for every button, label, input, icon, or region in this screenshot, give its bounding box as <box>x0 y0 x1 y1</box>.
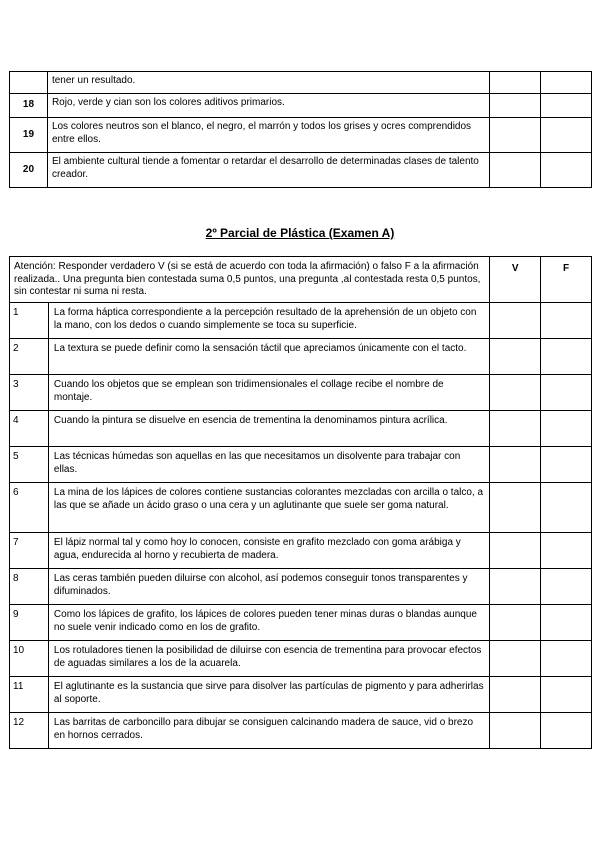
question-number: 10 <box>10 641 49 677</box>
question-text: Cuando la pintura se disuelve en esencia de trementina la denominamos pintura acrílica. <box>48 411 489 447</box>
exam-questions-table <box>9 256 592 749</box>
question-number: 3 <box>10 375 49 411</box>
answer-cell-f[interactable] <box>541 153 592 188</box>
answer-cell-f[interactable] <box>541 339 592 375</box>
answer-cell-v[interactable] <box>490 447 541 483</box>
answer-cell-v[interactable] <box>490 375 541 411</box>
table-row <box>10 94 592 118</box>
answer-cell-v[interactable] <box>490 569 541 605</box>
question-number: 19 <box>10 118 48 153</box>
question-number: 11 <box>10 677 49 713</box>
answer-cell-v[interactable] <box>490 303 541 339</box>
answer-cell-f[interactable] <box>541 483 592 533</box>
answer-cell-f[interactable] <box>541 118 592 153</box>
instructions-row <box>10 257 592 303</box>
question-text: El lápiz normal tal y como hoy lo conocen, consiste en grafito mezclado con goma arábiga y agua, endurecida al horno y recubierta de madera. <box>48 533 489 569</box>
table-row <box>10 375 592 411</box>
question-number: 18 <box>10 94 48 118</box>
answer-cell-f[interactable] <box>541 94 592 118</box>
answer-cell-f[interactable] <box>541 411 592 447</box>
instructions-text: Atención: Responder verdadero V (si se está de acuerdo con toda la afirmación) o falso F a la afirmación realizada.. Una pregunta bien contestada suma 0,5 puntos, una pregunta ,al contestada resta 0,5 puntos, sin contestar ni suma ni resta. <box>10 257 490 303</box>
table-row <box>10 153 592 188</box>
question-number: 4 <box>10 411 49 447</box>
answer-cell-f[interactable] <box>541 303 592 339</box>
answer-cell-v[interactable] <box>490 118 541 153</box>
answer-cell-v[interactable] <box>490 339 541 375</box>
answer-cell-f[interactable] <box>541 72 592 94</box>
question-text: La textura se puede definir como la sensación táctil que apreciamos únicamente con el tacto. <box>48 339 489 375</box>
answer-cell-v[interactable] <box>490 72 541 94</box>
question-text: Rojo, verde y cian son los colores aditivos primarios. <box>47 94 489 118</box>
exam-title: 2º Parcial de Plástica (Examen A) <box>205 226 395 240</box>
question-number: 1 <box>10 303 49 339</box>
answer-cell-f[interactable] <box>541 677 592 713</box>
answer-cell-v[interactable] <box>490 641 541 677</box>
table-row <box>10 641 592 677</box>
table-row <box>10 72 592 94</box>
question-number: 2 <box>10 339 49 375</box>
column-header-f: F <box>541 257 592 303</box>
answer-cell-v[interactable] <box>490 153 541 188</box>
table-row <box>10 118 592 153</box>
question-text: Los colores neutros son el blanco, el negro, el marrón y todos los grises y ocres comprendidos entre ellos. <box>47 118 489 153</box>
table-row <box>10 533 592 569</box>
answer-cell-f[interactable] <box>541 569 592 605</box>
table-row <box>10 339 592 375</box>
answer-cell-v[interactable] <box>490 677 541 713</box>
question-text: El aglutinante es la sustancia que sirve para disolver las partículas de pigmento y para adherirlas al soporte. <box>48 677 489 713</box>
table-row <box>10 447 592 483</box>
question-text: El ambiente cultural tiende a fomentar o retardar el desarrollo de determinadas clases de talento creador. <box>47 153 489 188</box>
answer-cell-v[interactable] <box>490 713 541 749</box>
answer-cell-v[interactable] <box>490 483 541 533</box>
question-text: Las ceras también pueden diluirse con alcohol, así podemos conseguir tonos transparentes y difuminados. <box>48 569 489 605</box>
answer-cell-v[interactable] <box>490 94 541 118</box>
answer-cell-v[interactable] <box>490 411 541 447</box>
question-text: Como los lápices de grafito, los lápices de colores pueden tener minas duras o blandas aunque no suele venir indicado como en los de grafito. <box>48 605 489 641</box>
question-number: 20 <box>10 153 48 188</box>
question-number: 12 <box>10 713 49 749</box>
question-number: 6 <box>10 483 49 533</box>
previous-questions-table <box>9 71 592 188</box>
question-text: tener un resultado. <box>47 72 489 94</box>
answer-cell-f[interactable] <box>541 641 592 677</box>
answer-cell-v[interactable] <box>490 533 541 569</box>
question-number: 9 <box>10 605 49 641</box>
table-row <box>10 411 592 447</box>
question-text: Los rotuladores tienen la posibilidad de diluirse con esencia de trementina para provocar efectos de aguadas similares a los de la acuarela. <box>48 641 489 677</box>
answer-cell-f[interactable] <box>541 605 592 641</box>
table-row <box>10 483 592 533</box>
question-text: La forma háptica correspondiente a la percepción resultado de la aprehensión de un objeto con la mano, con los dedos o cuando simplemente se toca su superficie. <box>48 303 489 339</box>
column-header-v: V <box>490 257 541 303</box>
answer-cell-v[interactable] <box>490 605 541 641</box>
table-row <box>10 303 592 339</box>
question-number: 7 <box>10 533 49 569</box>
answer-cell-f[interactable] <box>541 713 592 749</box>
table-row <box>10 605 592 641</box>
answer-cell-f[interactable] <box>541 375 592 411</box>
table-row <box>10 713 592 749</box>
question-text: Cuando los objetos que se emplean son tridimensionales el collage recibe el nombre de montaje. <box>48 375 489 411</box>
answer-cell-f[interactable] <box>541 447 592 483</box>
question-text: La mina de los lápices de colores contiene sustancias colorantes mezcladas con arcilla o talco, a las que se añade un ácido graso o una cera y un aglutinante que suele ser goma natural. <box>48 483 489 533</box>
answer-cell-f[interactable] <box>541 533 592 569</box>
table-row <box>10 569 592 605</box>
question-number <box>10 72 48 94</box>
question-text: Las barritas de carboncillo para dibujar se consiguen calcinando madera de sauce, vid o brezo en hornos cerrados. <box>48 713 489 749</box>
table-row <box>10 677 592 713</box>
question-number: 8 <box>10 569 49 605</box>
question-number: 5 <box>10 447 49 483</box>
question-text: Las técnicas húmedas son aquellas en las que necesitamos un disolvente para trabajar con ellas. <box>48 447 489 483</box>
